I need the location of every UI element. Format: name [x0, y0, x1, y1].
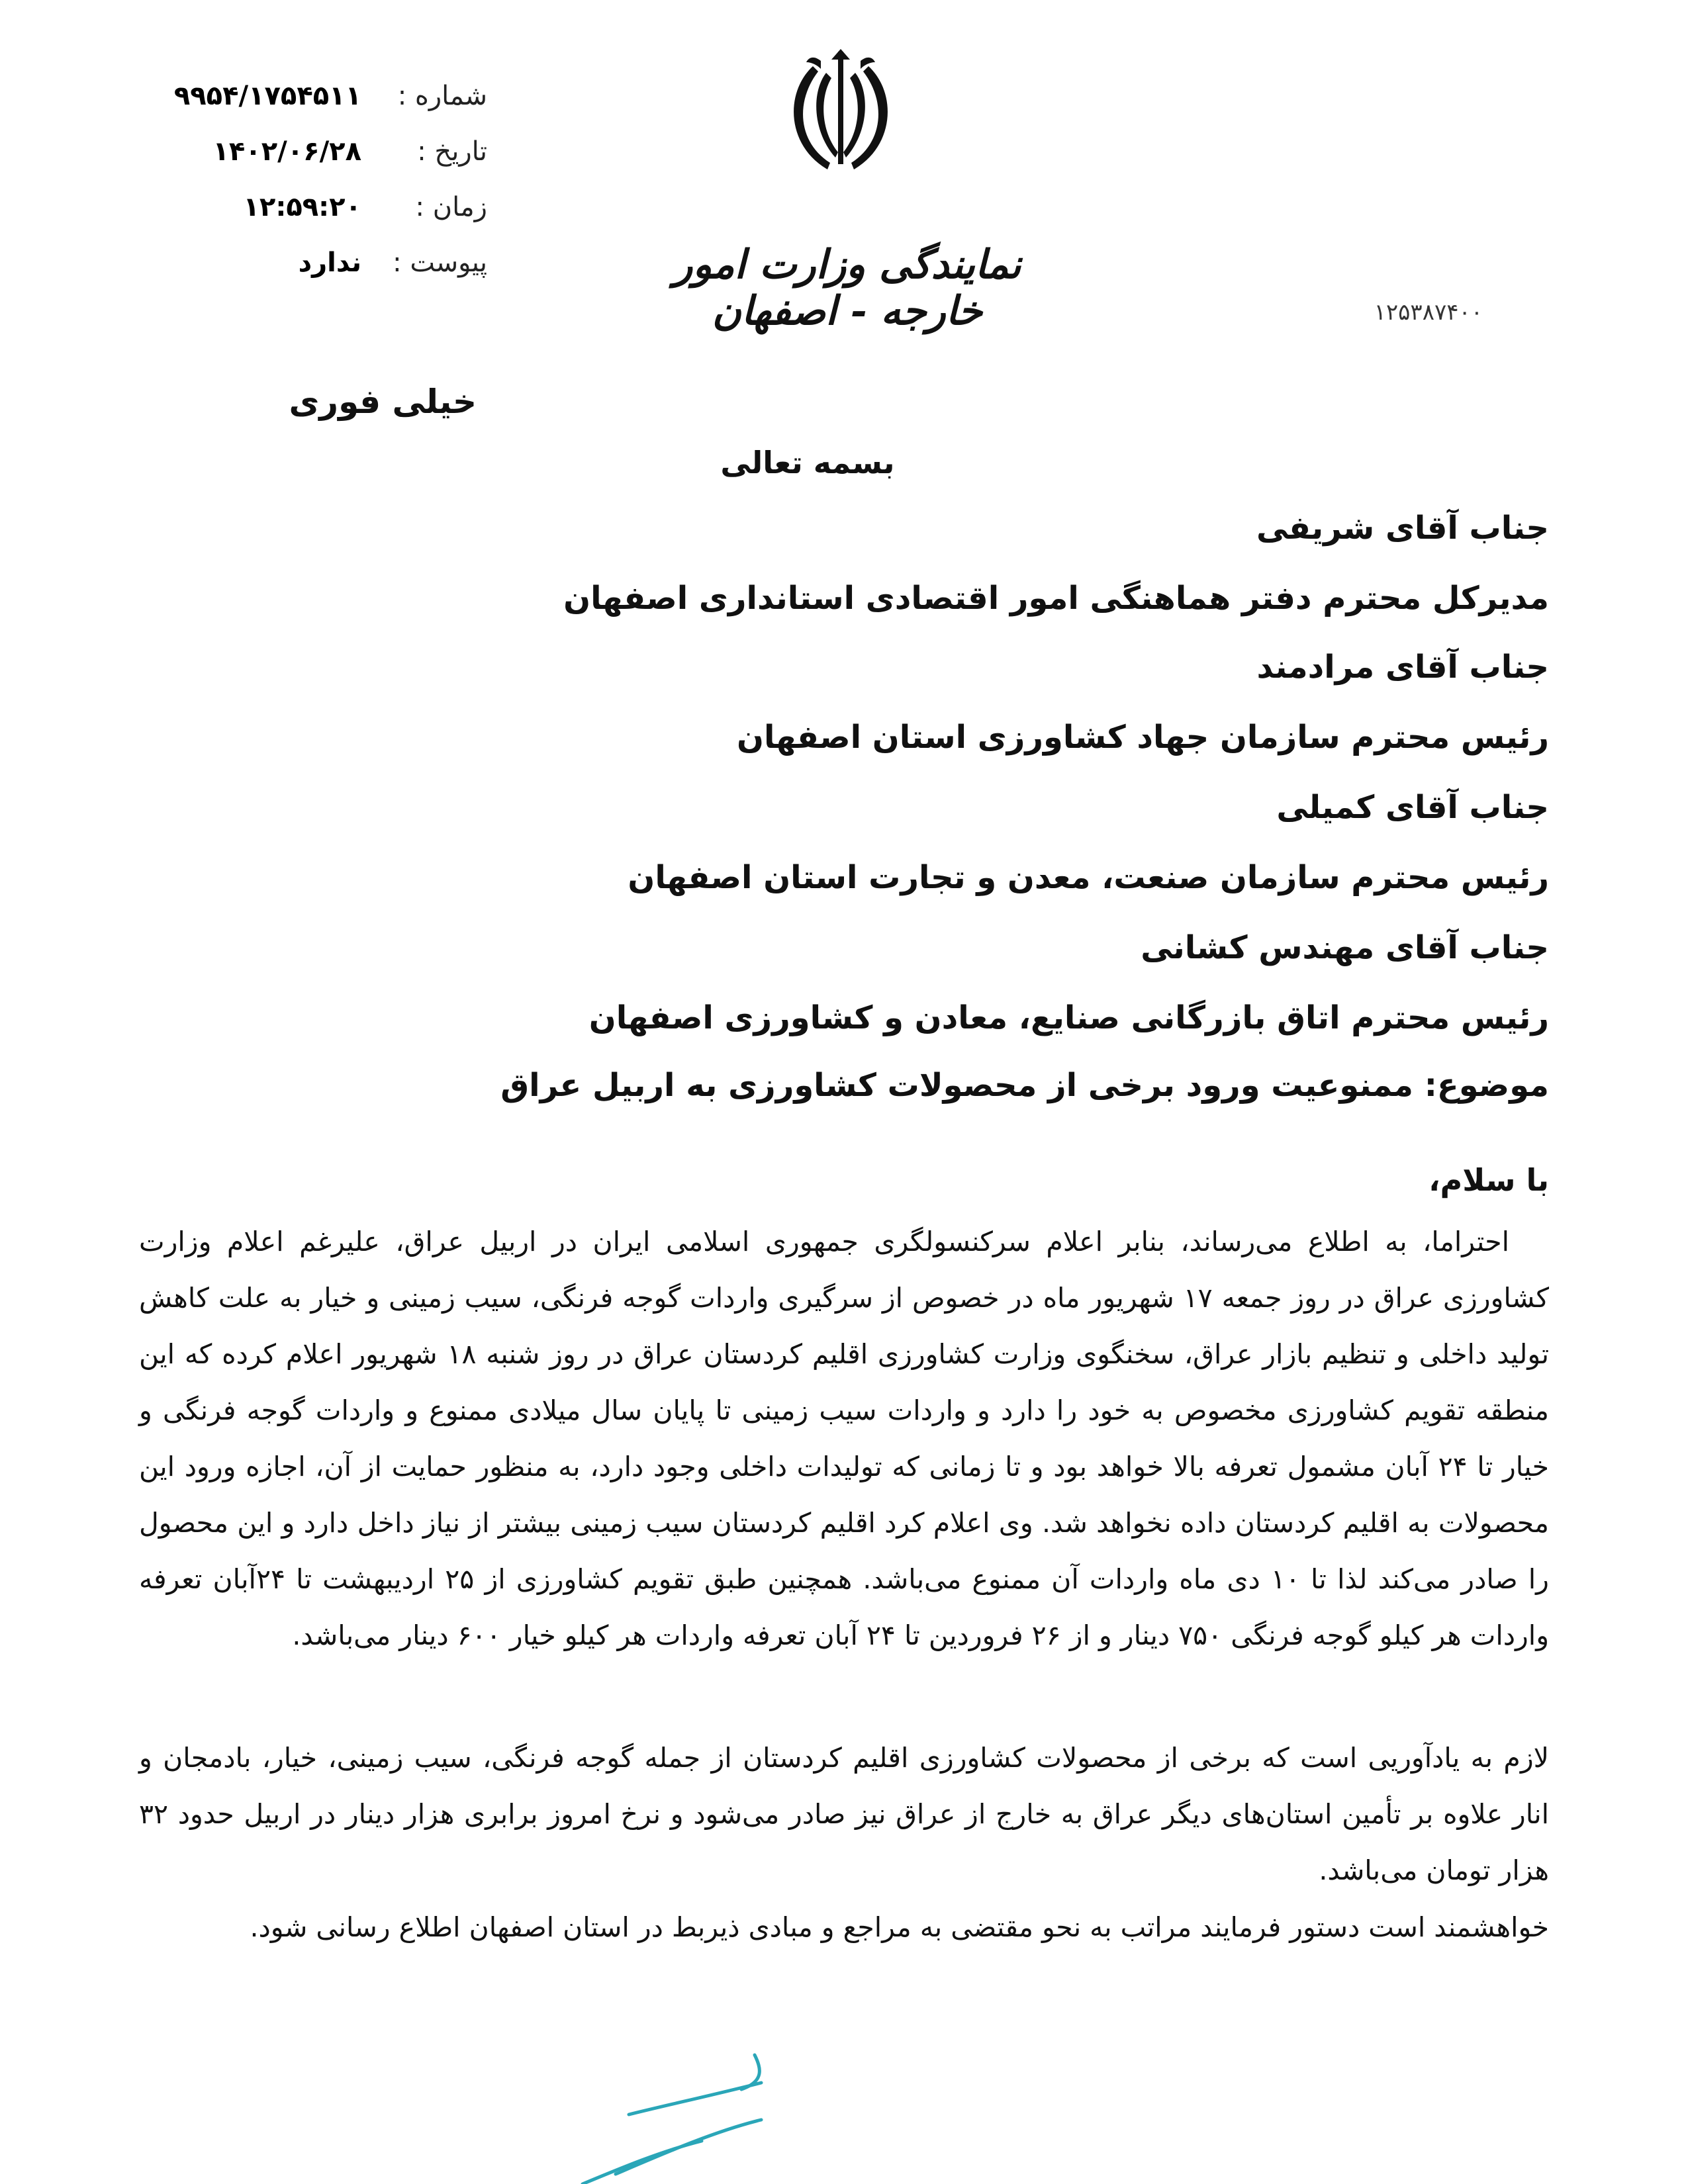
recipient-line: جناب آقای کمیلی: [1276, 789, 1549, 826]
signature-icon: [563, 2042, 814, 2184]
recipient-line: جناب آقای مرادمند: [1256, 649, 1549, 686]
date-label: تاریخ :: [417, 136, 487, 167]
reference-code: ۱۲۵۳۸۷۴۰۰: [1374, 299, 1483, 326]
body-paragraph: خواهشمند است دستور فرمایند مراتب به نحو مقتضی به مراجع و مبادی ذیربط در استان اصفهان اطلاع رسانی شود.: [250, 1911, 1549, 1943]
greeting: با سلام،: [1429, 1162, 1549, 1198]
time-label: زمان :: [415, 192, 487, 222]
bismillah-heading: بسمه تعالی: [720, 445, 895, 480]
body-paragraph: لازم به یادآوریی است که برخی از محصولات کشاورزی اقلیم کردستان از جمله گوجه فرنگی، سیب زمینی، خیار، بادمجان و انار علاوه بر تأمین استان‌های دیگر عراق به خارج از عراق نیز صادر می‌شود و نرخ امروز برابری هزار دینار در اربیل حدود ۳۲ هزار تومان می‌باشد.: [139, 1742, 1549, 1886]
urgency-label: خیلی فوری: [289, 383, 477, 421]
emblem-icon: [774, 46, 907, 175]
meta-number: [156, 81, 487, 127]
recipient-line: رئیس محترم سازمان صنعت، معدن و تجارت استان اصفهان: [628, 859, 1549, 896]
attachment-value: ندارد: [298, 248, 361, 278]
recipient-line: رئیس محترم سازمان جهاد کشاورزی استان اصفهان: [737, 719, 1549, 756]
recipient-line: مدیرکل محترم دفتر هماهنگی امور اقتصادی استانداری اصفهان: [563, 580, 1549, 617]
body-paragraph: احتراما، به اطلاع می‌رساند، بنابر اعلام سرکنسولگری جمهوری اسلامی ایران در اربیل عراق، علیرغم اعلام وزارت کشاورزی عراق در روز جمعه ۱۷ شهریور ماه در خصوص از سرگیری واردات گوجه فرنگی، سیب زمینی و خیار به علت کاهش تولید داخلی و تنظیم بازار عراق، سخنگوی وزارت کشاورزی اقلیم کردستان عراق در روز شنبه ۱۸ شهریور اعلام کرده که این منطقه تقویم کشاورزی مخصوص به خود را دارد و واردات سیب زمینی تا پایان سال میلادی ممنوع و واردات گوجه فرنگی و خیار تا ۲۴ آبان مشمول تعرفه بالا خواهد بود و تا زمانی که تولیدات داخلی وجود دارد، به منظور حمایت از آن، اجازه ورود این محصولات به اقلیم کردستان داده نخواهد شد. وی اعلام کرد اقلیم کردستان سیب زمینی بیشتر از نیاز داخل دارد و این محصول را صادر می‌کند لذا تا ۱۰ دی ماه واردات آن ممنوع می‌باشد. همچنین طبق تقویم کشاورزی از ۲۵ اردیبهشت تا ۲۴آبان تعرفه واردات هر کیلو گوجه فرنگی ۷۵۰ دینار و از ۲۶ فروردین تا ۲۴ آبان تعرفه واردات هر کیلو خیار ۶۰۰ دینار می‌باشد.: [139, 1226, 1549, 1651]
meta-attachment: [156, 248, 487, 294]
subject-line: موضوع: ممنوعیت ورود برخی از محصولات کشاورزی به اربیل عراق: [500, 1067, 1549, 1104]
date-value: ۱۴۰۲/۰۶/۲۸: [212, 136, 361, 167]
recipient-line: جناب آقای مهندس کشانی: [1141, 929, 1549, 966]
number-value: ۹۹۵۴/۱۷۵۴۵۱۱: [173, 81, 361, 111]
ministry-name: نمایندگی وزارت امور خارجه - اصفهان: [673, 242, 1021, 334]
meta-time: [156, 192, 487, 238]
recipient-line: رئیس محترم اتاق بازرگانی صنایع، معادن و کشاورزی اصفهان: [588, 999, 1549, 1036]
attachment-label: پیوست :: [393, 248, 487, 278]
number-label: شماره :: [397, 81, 487, 111]
time-value: ۱۲:۵۹:۲۰: [243, 192, 361, 222]
recipient-line: جناب آقای شریفی: [1256, 510, 1549, 547]
meta-date: [156, 136, 487, 183]
